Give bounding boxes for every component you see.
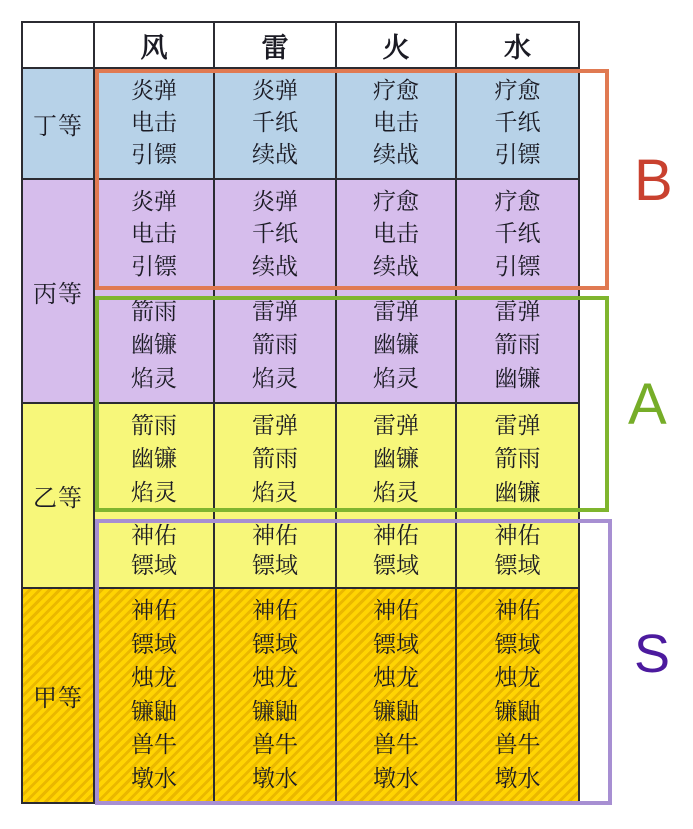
- skill-name: 箭雨: [252, 446, 298, 473]
- tier-label-4: 甲等: [23, 587, 95, 802]
- skill-name: 雷弹: [252, 299, 298, 326]
- skill-name: 焰灵: [373, 365, 419, 392]
- skill-name: 焰灵: [373, 479, 419, 506]
- skill-name: 引镖: [131, 142, 177, 169]
- skill-name: 引镖: [131, 253, 177, 280]
- skill-name: 疗愈: [494, 188, 541, 215]
- skill-name: 炎弹: [252, 77, 298, 104]
- skill-name: 兽牛: [373, 732, 419, 759]
- skill-name: 幽镰: [373, 332, 419, 359]
- skill-name: 镖域: [131, 552, 177, 579]
- skill-name: 镖域: [494, 552, 541, 579]
- skill-name: 镰鼬: [252, 698, 298, 725]
- skill-name: 雷弹: [373, 413, 419, 440]
- skill-name: 镰鼬: [494, 698, 541, 725]
- grade-b-outline-box: [95, 69, 609, 290]
- column-header-4: 水: [457, 23, 578, 69]
- skill-name: 幽镰: [131, 332, 177, 359]
- skill-name: 箭雨: [131, 413, 177, 440]
- skill-name: 炎弹: [131, 77, 177, 104]
- column-header-1: 风: [95, 23, 215, 69]
- skill-name: 电击: [131, 221, 177, 248]
- grade-s-label: S: [634, 624, 671, 684]
- skill-name: 幽镰: [131, 446, 177, 473]
- skill-name: 疗愈: [373, 77, 419, 104]
- skill-name: 千纸: [252, 109, 298, 136]
- skill-name: 烛龙: [252, 665, 298, 692]
- skill-name: 焰灵: [131, 479, 177, 506]
- skill-name: 雷弹: [494, 413, 541, 440]
- skill-name: 箭雨: [494, 332, 541, 359]
- skill-name: 兽牛: [494, 732, 541, 759]
- skill-name: 千纸: [494, 221, 541, 248]
- column-header-2: 雷: [215, 23, 337, 69]
- skill-name: 神佑: [494, 523, 541, 550]
- skill-name: 焰灵: [252, 365, 298, 392]
- skill-name: 雷弹: [373, 299, 419, 326]
- skill-name: 墩水: [494, 765, 541, 792]
- skill-name: 神佑: [373, 523, 419, 550]
- skill-name: 千纸: [252, 221, 298, 248]
- skill-name: 千纸: [494, 109, 541, 136]
- skill-name: 续战: [373, 142, 419, 169]
- skill-name: 炎弹: [252, 188, 298, 215]
- skill-name: 墩水: [131, 765, 177, 792]
- skill-name: 墩水: [373, 765, 419, 792]
- skill-name: 箭雨: [494, 446, 541, 473]
- skill-name: 疗愈: [373, 188, 419, 215]
- skill-name: 箭雨: [252, 332, 298, 359]
- skill-name: 电击: [131, 109, 177, 136]
- skill-name: 神佑: [252, 598, 298, 625]
- skill-name: 焰灵: [131, 365, 177, 392]
- skill-name: 续战: [373, 253, 419, 280]
- skill-name: 烛龙: [131, 665, 177, 692]
- skill-name: 雷弹: [494, 299, 541, 326]
- skill-name: 神佑: [252, 523, 298, 550]
- tier-label-3: 乙等: [23, 402, 95, 587]
- skill-name: 续战: [252, 253, 298, 280]
- skill-name: 兽牛: [252, 732, 298, 759]
- skill-name: 箭雨: [131, 299, 177, 326]
- skill-name: 引镖: [494, 253, 541, 280]
- skill-name: 烛龙: [494, 665, 541, 692]
- skill-name: 镖域: [252, 552, 298, 579]
- skill-name: 镰鼬: [373, 698, 419, 725]
- skill-name: 神佑: [373, 598, 419, 625]
- skill-name: 镖域: [373, 552, 419, 579]
- skill-name: 电击: [373, 221, 419, 248]
- grade-s-outline-box: [95, 519, 612, 805]
- skill-name: 神佑: [131, 523, 177, 550]
- column-header-3: 火: [337, 23, 457, 69]
- skill-name: 镖域: [494, 631, 541, 658]
- skill-name: 兽牛: [131, 732, 177, 759]
- skill-name: 雷弹: [252, 413, 298, 440]
- skill-name: 镖域: [373, 631, 419, 658]
- skill-name: 镖域: [131, 631, 177, 658]
- skill-name: 电击: [373, 109, 419, 136]
- skill-name: 幽镰: [494, 365, 541, 392]
- skill-name: 续战: [252, 142, 298, 169]
- grade-b-label: B: [634, 148, 673, 213]
- skill-name: 幽镰: [494, 479, 541, 506]
- skill-name: 幽镰: [373, 446, 419, 473]
- skill-name: 墩水: [252, 765, 298, 792]
- skill-name: 焰灵: [252, 479, 298, 506]
- skill-name: 炎弹: [131, 188, 177, 215]
- table-corner-cell: [23, 23, 95, 69]
- skill-name: 引镖: [494, 142, 541, 169]
- skill-name: 神佑: [494, 598, 541, 625]
- grade-a-label: A: [628, 372, 667, 437]
- skill-name: 疗愈: [494, 77, 541, 104]
- skill-name: 神佑: [131, 598, 177, 625]
- tier-label-1: 丁等: [23, 69, 95, 178]
- skill-name: 烛龙: [373, 665, 419, 692]
- tier-label-2: 丙等: [23, 178, 95, 402]
- skill-name: 镰鼬: [131, 698, 177, 725]
- grade-a-outline-box: [95, 296, 609, 512]
- skill-name: 镖域: [252, 631, 298, 658]
